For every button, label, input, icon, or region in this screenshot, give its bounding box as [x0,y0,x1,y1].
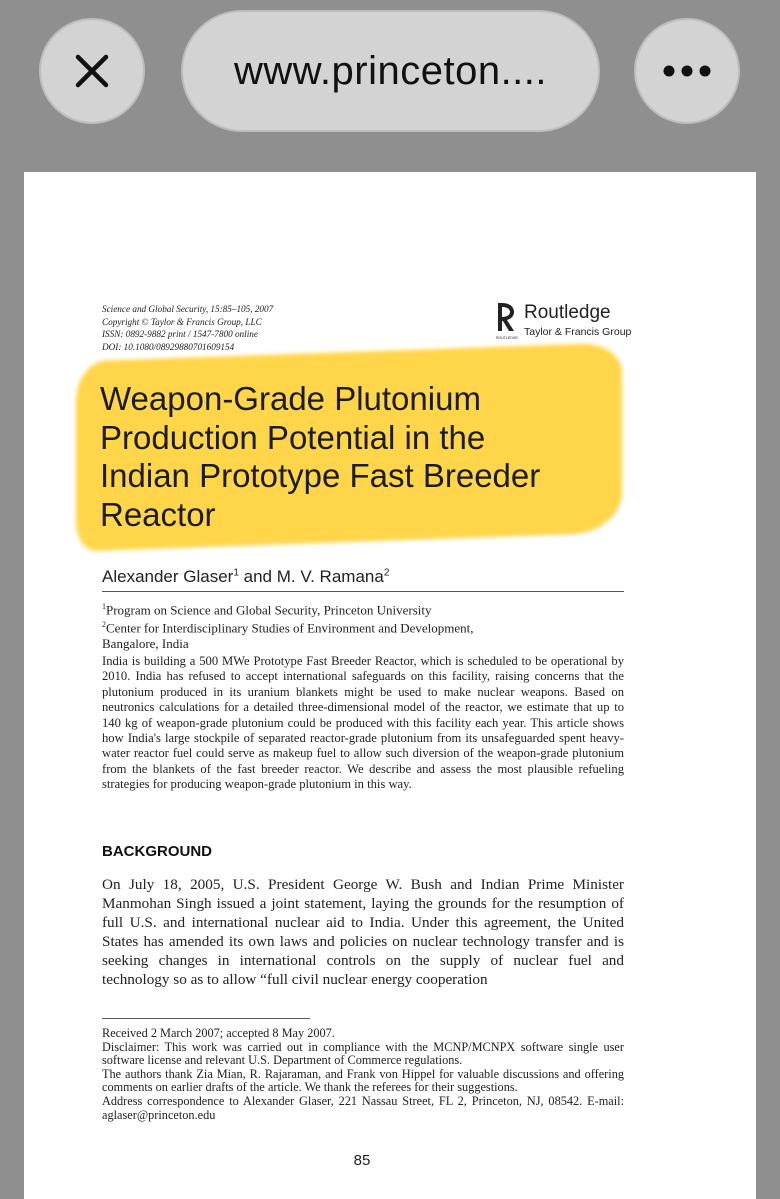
url-bar[interactable] [181,10,600,132]
url-text: www.princeton.... [233,48,548,93]
affiliation-line [102,599,474,617]
author-2-sup: 2 [383,567,390,579]
logo-mark-text: ROUTLEDGE [496,336,518,340]
affiliations [102,599,474,651]
footnote: The authors thank Zia Mian, R. Rajaraman, and Frank von Hippel for valuable discussions and offering comments on earlier drafts of the article. We thank the referees for their suggestions. [102,1066,624,1095]
footnote: Address correspondence to Alexander Glaser, 221 Nassau Street, FL 2, Princeton, NJ, 08542. E-mail: aglaser@princeton.edu [102,1093,624,1122]
publisher-sub: Taylor & Francis Group [524,326,632,338]
pdf-page [24,172,756,1199]
meta-line: ISSN: 0892-9882 print / 1547-7800 online [102,329,258,340]
body-paragraph: On July 18, 2005, U.S. President George W. Bush and Indian Prime Minister Manmohan Singh issued a joint statement, laying the grounds for the resumption of full U.S. and international nuclear aid to India. Under this agreement, the United States has amended its own laws and policies on nuclear technology transfer and is seeking changes in international controls on the supply of nuclear fuel and technology so as to allow “full civil nuclear energy cooperation [102,876,624,988]
affil-sup: 2 [102,620,106,630]
more-horizontal-icon [662,64,712,78]
meta-line: Copyright © Taylor & Francis Group, LLC [102,316,262,327]
title-line: Weapon-Grade Plutonium [100,380,481,417]
divider [102,591,624,592]
close-button[interactable] [39,18,145,124]
publisher-name: Routledge [524,302,611,323]
title-line: Production Potential in the [100,418,486,456]
more-options-button[interactable] [634,18,740,124]
abstract: India is building a 500 MWe Prototype Fast Breeder Reactor, which is scheduled to be operational by 2010. India has refused to accept international safeguards on this facility, raising concerns that the plutonium produced in its uranium blankets might be used to make nuclear weapons. Based on neutronics calculations for a detailed three-dimensional model of the reactor, we estimate that up to 140 kg of weapon-grade plutonium could be produced with this facility each year. This article shows how India's large stockpile of separated reactor-grade plutonium from its unsafeguarded spent heavy-water reactor fuel could serve as makeup fuel to allow such diversion of the weapon-grade plutonium from the blankets of the fast breeder reactor. We describe and assess the most plausible refueling strategies for producing weapon-grade plutonium in this way. [102,654,624,792]
meta-line: DOI: 10.1080/08929880701609154 [102,341,235,352]
section-heading: BACKGROUND [102,843,212,860]
routledge-logo-icon [490,301,520,341]
author-1-sup: 1 [233,567,239,579]
title-line: Reactor [100,495,216,533]
author-2: and M. V. Ramana [238,567,384,586]
author-1: Alexander Glaser [102,567,234,586]
footnote: Received 2 March 2007; accepted 8 May 2007. [102,1026,335,1040]
journal-meta [102,303,273,353]
affil-text: Program on Science and Global Security, Princeton University [106,602,432,618]
footnotes [102,1027,624,1122]
affil-text: Bangalore, India [102,635,189,651]
affil-text: Center for Interdisciplinary Studies of Environment and Development, [106,620,474,636]
affiliation-line [102,617,474,635]
meta-line: Science and Global Security, 15:85–105, 2007 [102,304,274,314]
browser-toolbar [0,0,780,172]
authors [102,567,389,587]
footnote: Disclaimer: This work was carried out in compliance with the MCNP/MCNPX software single user software license and relevant U.S. Department of Commerce regulations. [102,1039,624,1068]
footnote-divider [102,1018,310,1019]
article-title [100,380,640,534]
page-number: 85 [353,1152,371,1169]
affiliation-line [102,636,474,651]
close-icon [72,51,112,91]
title-line: Indian Prototype Fast Breeder [100,457,541,494]
publisher-logo [490,301,630,341]
affil-sup: 1 [102,602,106,611]
